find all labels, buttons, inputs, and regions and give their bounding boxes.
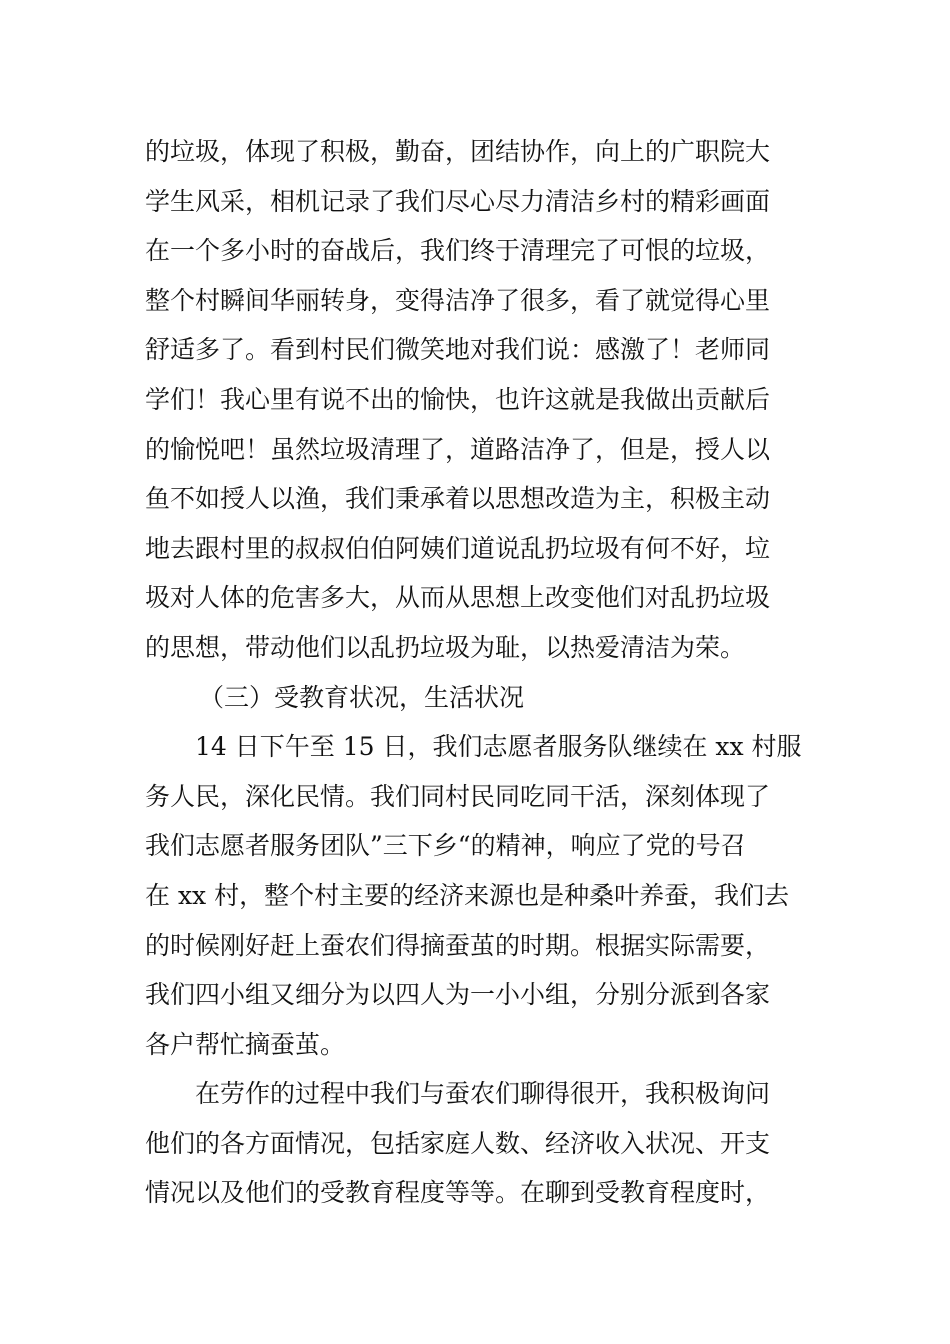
text-line: 的思想，带动他们以乱扔垃圾为耻，以热爱清洁为荣。	[145, 632, 746, 662]
text-line: 鱼不如授人以渔，我们秉承着以思想改造为主，积极主动	[145, 484, 771, 514]
text-line: 的愉悦吧！虽然垃圾清理了，道路洁净了，但是，授人以	[145, 434, 771, 464]
text-line: 整个村瞬间华丽转身，变得洁净了很多，看了就觉得心里	[145, 285, 771, 315]
text-line: 在一个多小时的奋战后，我们终于清理完了可恨的垃圾，	[145, 236, 771, 266]
document-body	[145, 127, 815, 1218]
text-line: 地去跟村里的叔叔伯伯阿姨们道说乱扔垃圾有何不好，垃	[145, 533, 771, 563]
text-line: 他们的各方面情况，包括家庭人数、经济收入状况、开支	[145, 1128, 771, 1158]
section-heading: （三）受教育状况，生活状况	[199, 682, 525, 712]
text-line: 14 日下午至 15 日，我们志愿者服务队继续在 xx 村服	[195, 732, 802, 762]
text-line: 的垃圾，体现了积极，勤奋，团结协作，向上的广职院大	[145, 137, 771, 166]
text-line: 舒适多了。看到村民们微笑地对我们说：感激了！老师同	[145, 335, 771, 365]
text-line: 圾对人体的危害多大，从而从思想上改变他们对乱扔垃圾	[145, 583, 771, 613]
text-line: 我们四小组又细分为以四人为一小小组，分别分派到各家	[145, 980, 771, 1010]
text-line: 在 xx 村，整个村主要的经济来源也是种桑叶养蚕，我们去	[145, 880, 790, 910]
text-line: 各户帮忙摘蚕茧。	[145, 1029, 346, 1059]
text-line: 我们志愿者服务团队”三下乡“的精神，响应了党的号召	[145, 831, 746, 861]
text-line: 务人民，深化民情。我们同村民同吃同干活，深刻体现了	[145, 781, 771, 811]
text-line: 学生风采，相机记录了我们尽心尽力清洁乡村的精彩画面	[145, 186, 771, 216]
text-line: 在劳作的过程中我们与蚕农们聊得很开，我积极询问	[195, 1079, 771, 1109]
text-line: 学们！我心里有说不出的愉快，也许这就是我做出贡献后	[145, 384, 771, 414]
text-line: 情况以及他们的受教育程度等等。在聊到受教育程度时，	[145, 1178, 771, 1208]
text-line: 的时候刚好赶上蚕农们得摘蚕茧的时期。根据实际需要，	[145, 930, 771, 960]
